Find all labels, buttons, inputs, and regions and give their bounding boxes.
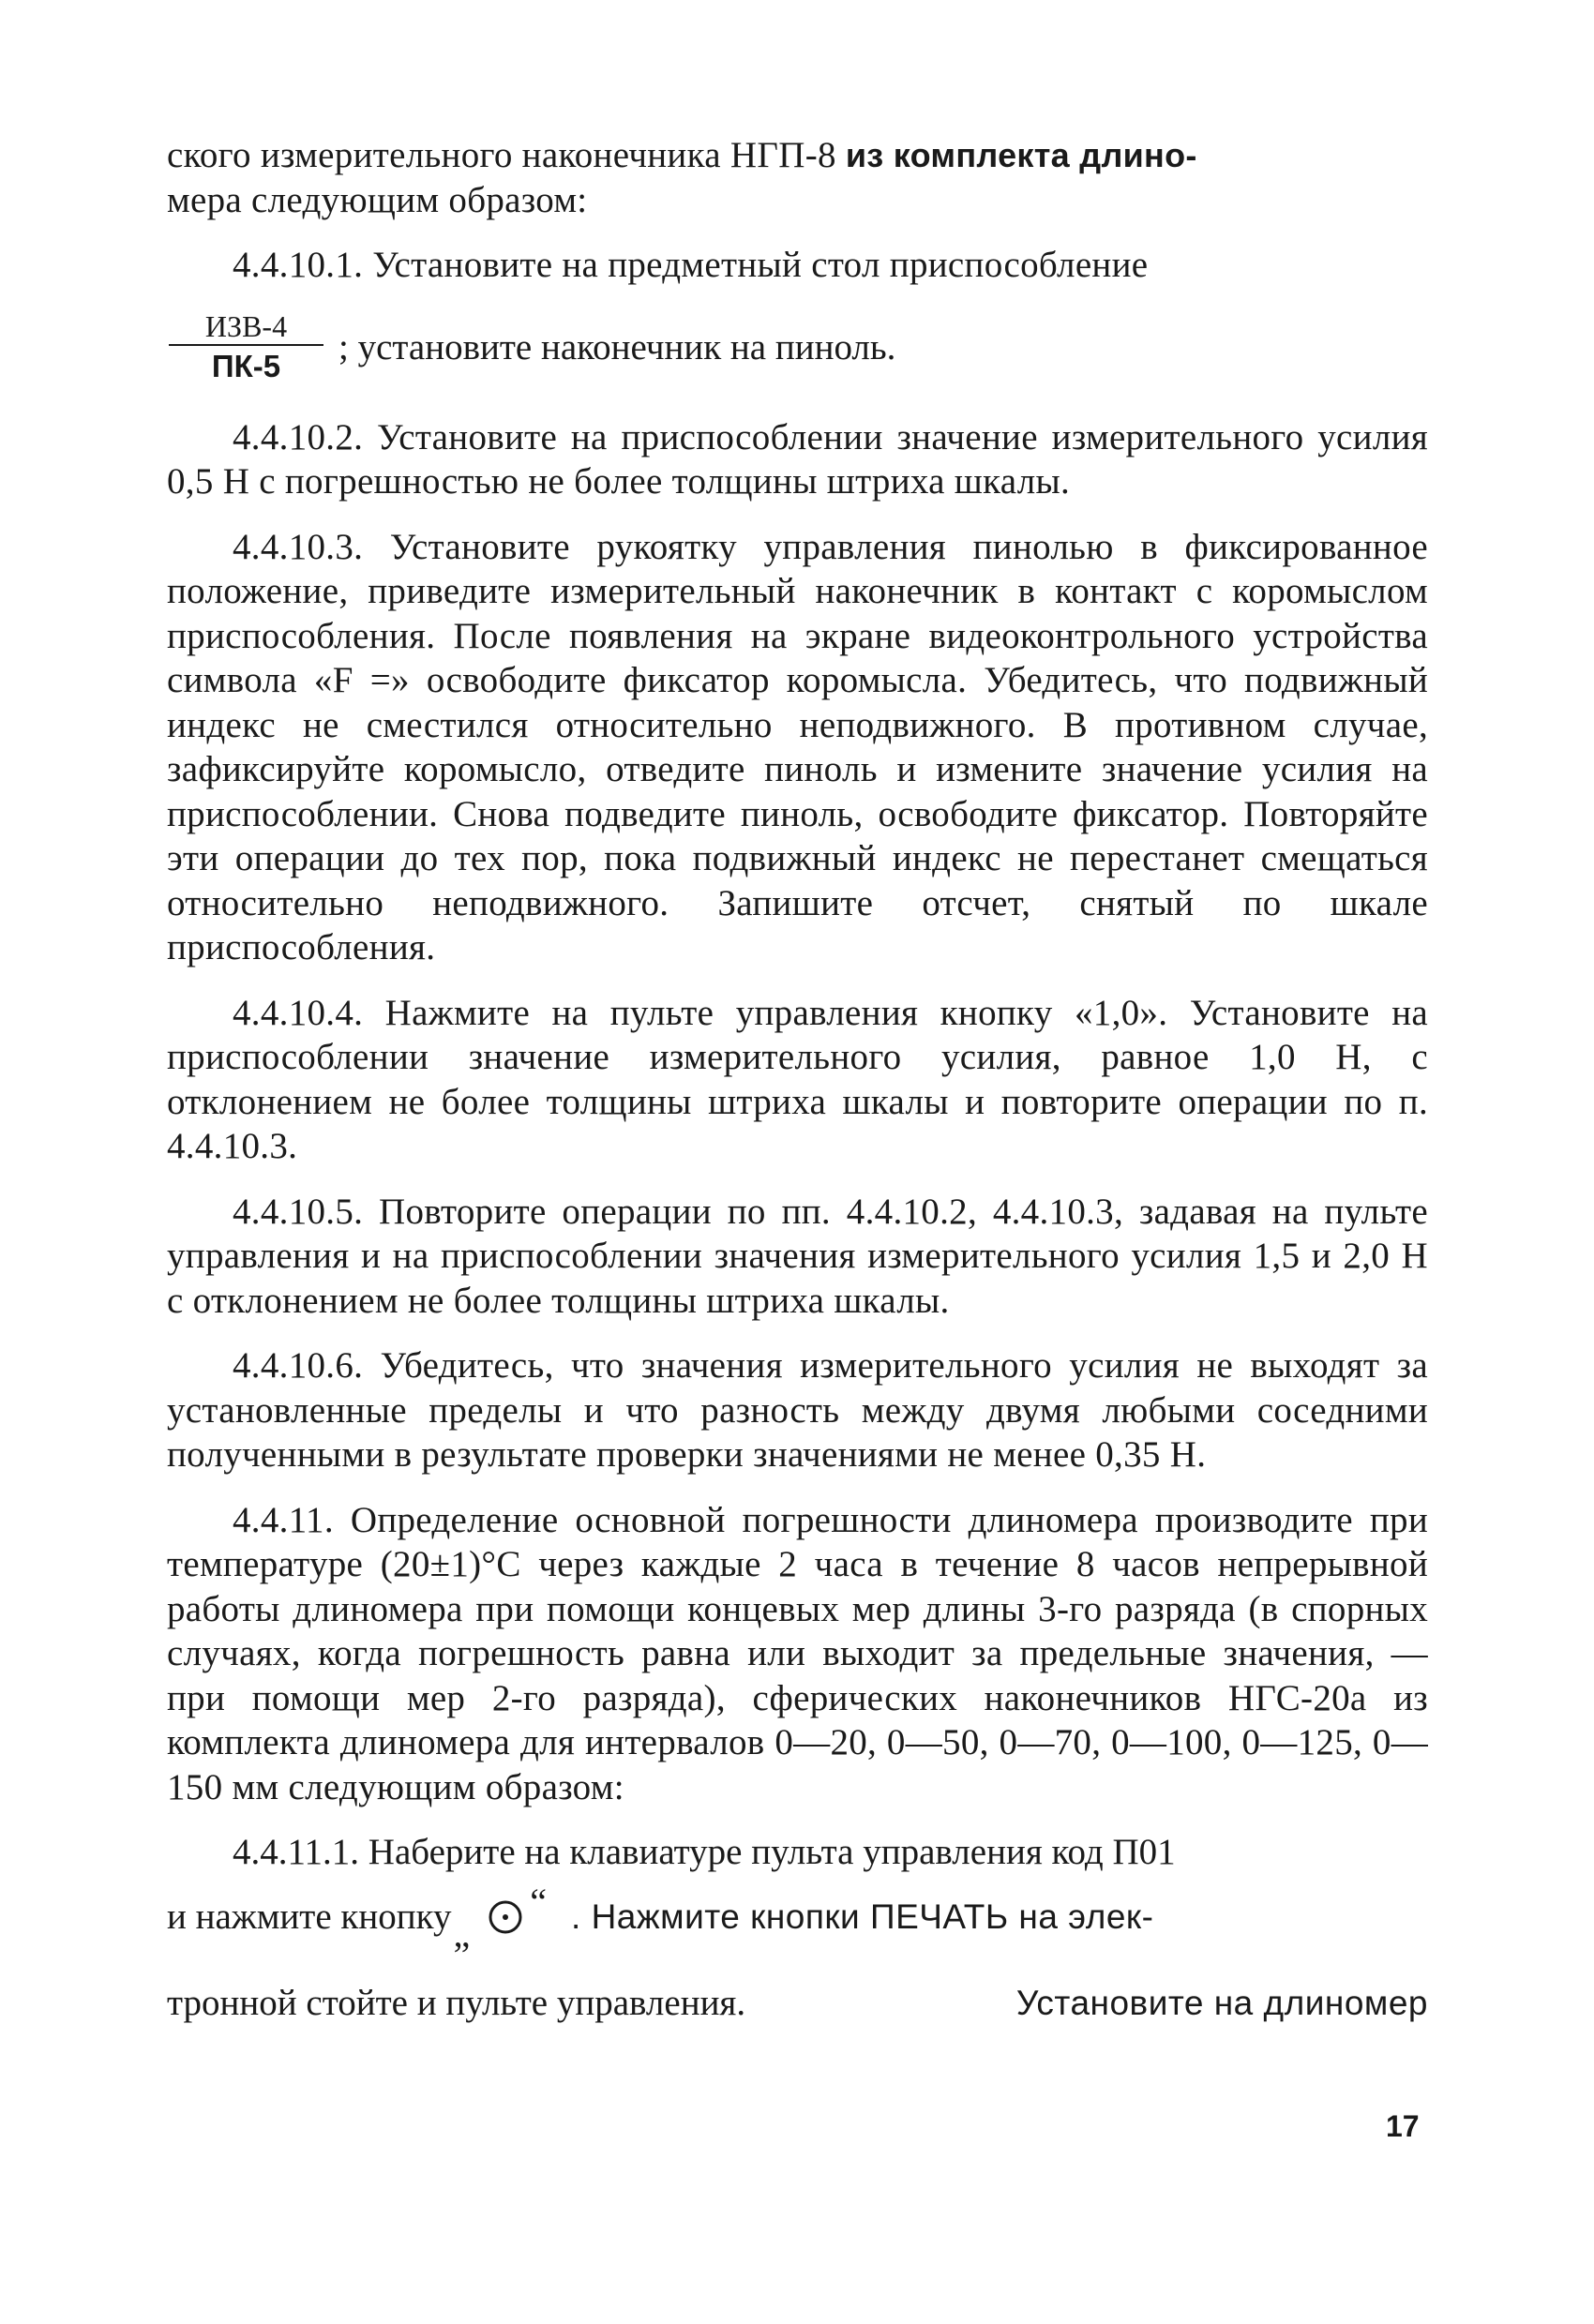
intro-bold-text: из комплекта длино-: [845, 136, 1197, 174]
page-number: 17: [1386, 2109, 1420, 2143]
paragraph-4-4-10-3: 4.4.10.3. Установите рукоятку управления пинолью в фиксированное положение, приведите измерительный наконечник в контакт с коромыслом приспособления. После появления на экране видеоконтрольного устройства символа «F =» освободите фиксатор коромысла. Убедитесь, что подвижный индекс не сместился относительно неподвижного. В противном случае, зафиксируйте коромысло, отведите пиноль и измените значение усилия на приспособлении. Снова подведите пиноль, освободите фиксатор. Повторяйте эти операции до тех пор, пока подвижный индекс не перестанет смещаться относительно неподвижного. Запишите отсчет, снятый по шкале приспособления.: [167, 526, 1428, 967]
key-line-text-d: Установите на длиномер: [1015, 1984, 1428, 2022]
intro-text-2: мера следующим образом:: [167, 179, 588, 220]
quote-open: „: [453, 1912, 471, 1955]
key-line-text-a: и нажмите кнопку: [167, 1897, 452, 1937]
paragraph-4-4-11-1-line1: 4.4.11.1. Наберите на клавиатуре пульта управления код П01: [233, 1832, 1176, 1872]
intro-paragraph: [167, 133, 1428, 222]
fraction-line: [167, 301, 1428, 395]
device-fraction: [169, 308, 323, 387]
intro-text: ского измерительного наконечника НГП-8: [167, 135, 846, 175]
paragraph-4-4-10-6: 4.4.10.6. Убедитесь, что значения измерительного усилия не выходят за установленные пределы и что разность между двумя любыми соседними полученными в результате проверки значениями не менее 0,35 Н.: [167, 1345, 1428, 1475]
fraction-numerator: ИЗВ-4: [204, 308, 288, 343]
paragraph-4-4-11-1-line2: [167, 1881, 1428, 1955]
paragraph-4-4-11-1-line3: [167, 1981, 1428, 2025]
fraction-denominator: ПК-5: [211, 348, 281, 383]
paragraph-4-4-10-2: 4.4.10.2. Установите на приспособлении значение измерительного усилия 0,5 Н с погрешностью не более толщины штриха шкалы.: [167, 416, 1428, 502]
paragraph-4-4-11: 4.4.11. Определение основной погрешности длиномера производите при температуре (20±1)°С через каждые 2 часа в течение 8 часов непрерывной работы длиномера при помощи концевых мер длины 3-го разряда (в спорных случаях, когда погрешность равна или выходит за предельные значения, — при помощи мер 2-го разряда), сферических наконечников НГС-20а из комплекта длиномера для интервалов 0—20, 0—50, 0—70, 0—100, 0—125, 0—150 мм следующим образом:: [167, 1499, 1428, 1807]
paragraph-4-4-10-1: 4.4.10.1. Установите на предметный стол приспособление: [233, 245, 1149, 285]
paragraph-4-4-10-5: 4.4.10.5. Повторите операции по пп. 4.4.10.2, 4.4.10.3, задавая на пульте управления и на приспособлении значения измерительного усилия 1,5 и 2,0 Н с отклонением не более толщины штриха шкалы.: [167, 1191, 1428, 1321]
key-line-text-c: тронной стойте и пульте управления.: [167, 1983, 746, 2023]
quote-close: “: [530, 1881, 548, 1923]
paragraph-4-4-10-4: 4.4.10.4. Нажмите на пульте управления кнопку «1,0». Установите на приспособлении значение измерительного усилия, равное 1,0 Н, с отклонением не более толщины штриха шкалы и повторите операции по п. 4.4.10.3.: [167, 992, 1428, 1166]
fraction-rest-text: ; установите наконечник на пиноль.: [338, 327, 896, 367]
key-line-text-b: . Нажмите кнопки ПЕЧАТЬ на элек-: [571, 1897, 1154, 1936]
clock-circle-icon: [487, 1898, 524, 1936]
document-page: [167, 133, 1428, 2025]
